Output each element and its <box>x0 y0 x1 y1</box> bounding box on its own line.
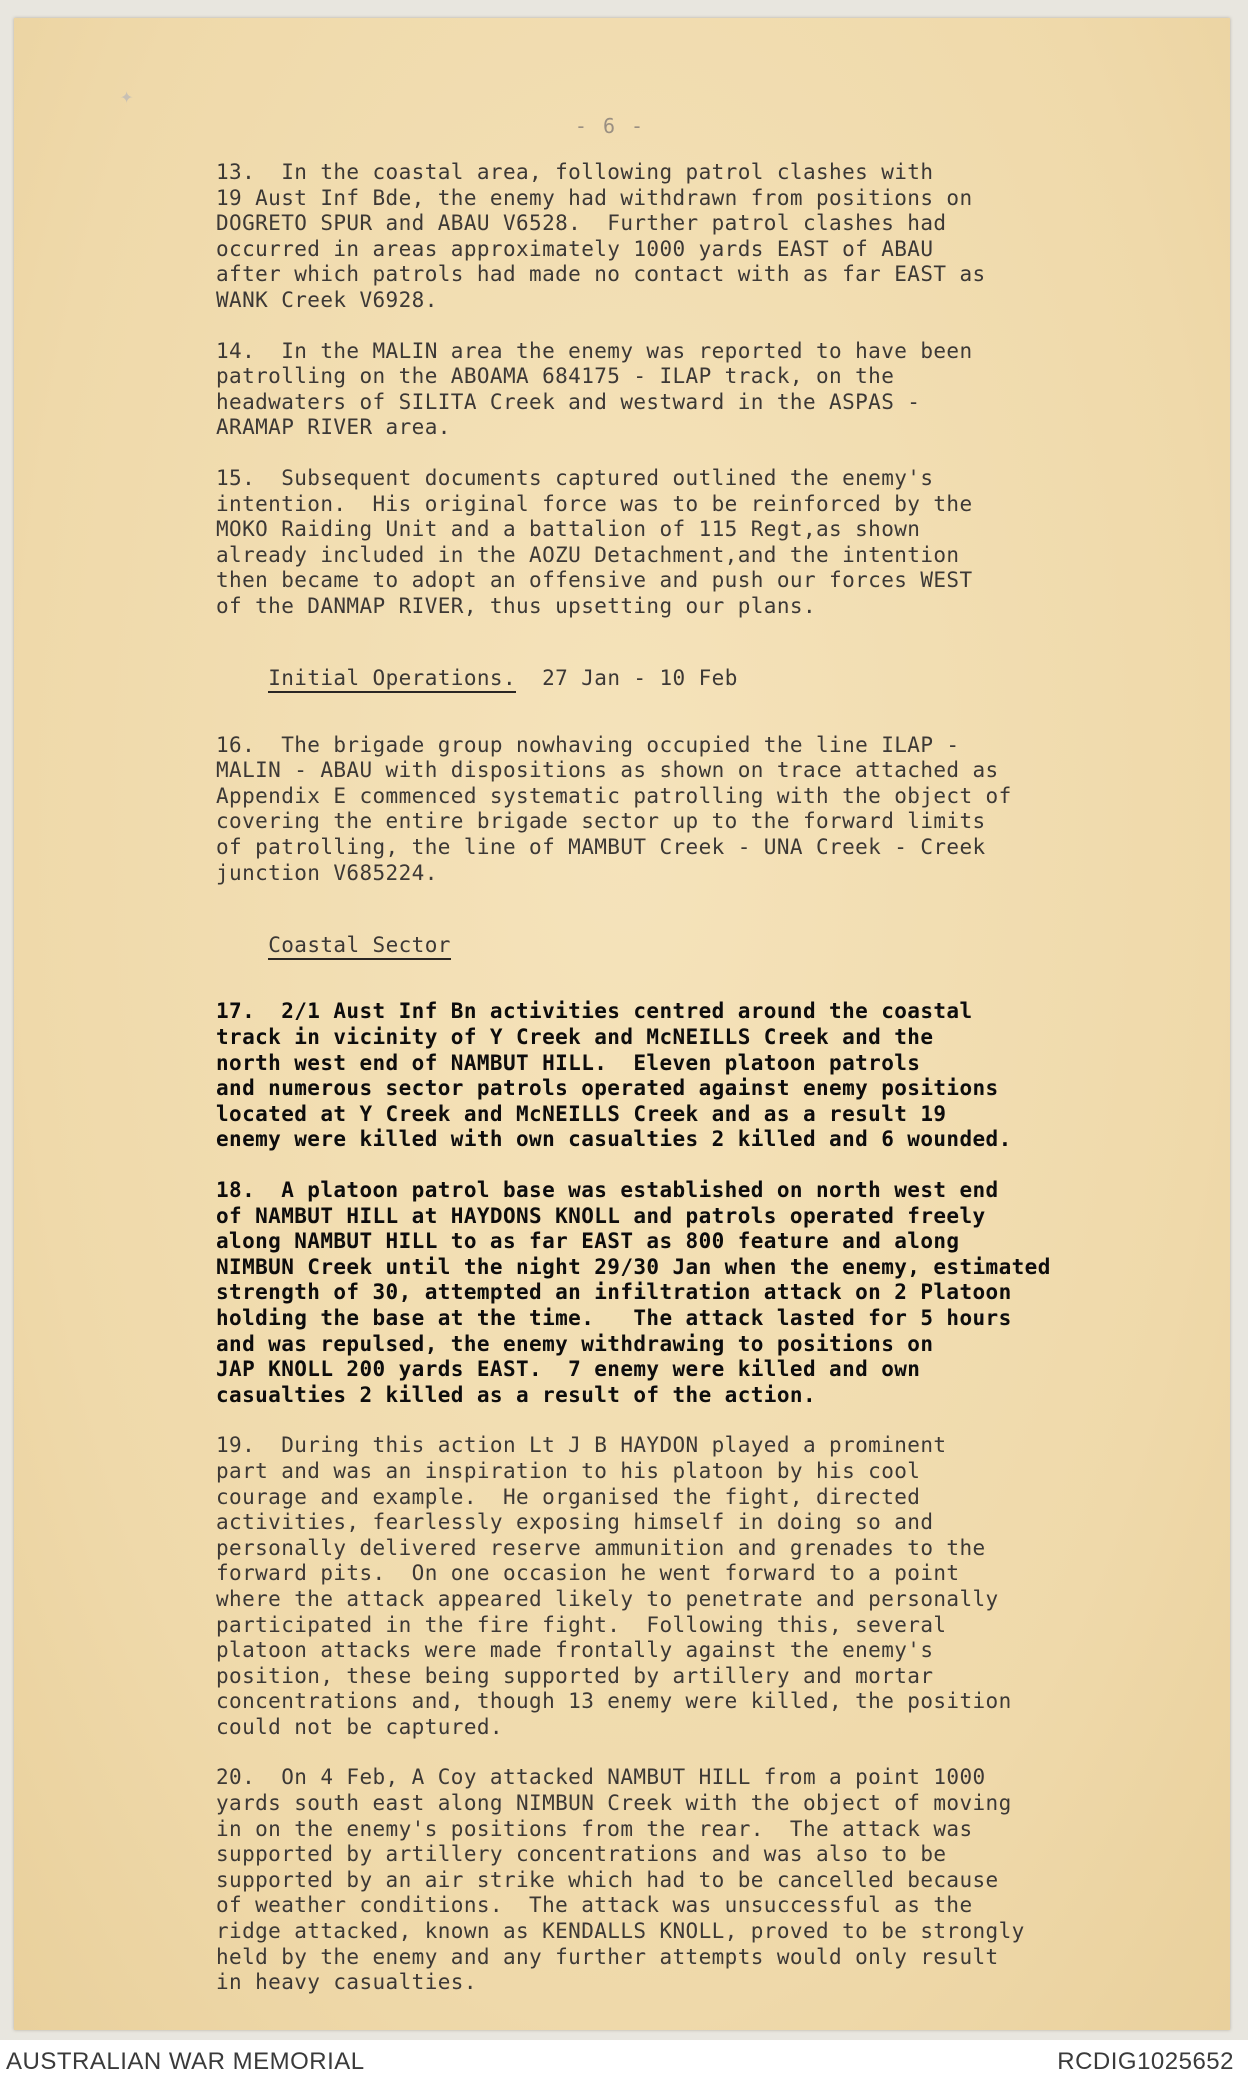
section-heading-coastal-sector <box>216 907 1206 985</box>
paragraph-line: 19 Aust Inf Bde, the enemy had withdrawn from positions on <box>216 185 973 210</box>
paragraph-line: patrolling on the ABOAMA 684175 - ILAP track, on the <box>216 364 895 389</box>
paragraph-line: supported by an air strike which had to be cancelled because <box>216 1867 999 1892</box>
paragraph-line: yards south east along NIMBUN Creek with the object of moving <box>216 1791 1012 1816</box>
paragraph-line: NIMBUN Creek until the night 29/30 Jan when the enemy, estimated <box>216 1254 1051 1279</box>
paragraph-line: headwaters of SILITA Creek and westward in the ASPAS - <box>216 389 921 414</box>
paragraphs-group-a <box>216 160 1206 620</box>
paragraph-line: 14. In the MALIN area the enemy was reported to have been <box>216 338 973 363</box>
paragraph-line: supported by artillery concentrations and was also to be <box>216 1842 947 1867</box>
paragraph-line: along NAMBUT HILL to as far EAST as 800 feature and along <box>216 1229 960 1254</box>
paragraph-line: then became to adopt an offensive and push our forces WEST <box>216 568 973 593</box>
paragraph-line: participated in the fire fight. Following this, several <box>216 1612 947 1637</box>
paragraph-line: junction V685224. <box>216 860 438 885</box>
paragraph-line: activities, fearlessly exposing himself in doing so and <box>216 1510 934 1535</box>
paragraph-line: of NAMBUT HILL at HAYDONS KNOLL and patrols operated freely <box>216 1203 986 1228</box>
paragraph <box>216 466 1206 620</box>
paragraph-line: position, these being supported by artillery and mortar <box>216 1663 934 1688</box>
section-heading-initial-operations <box>216 641 1206 719</box>
paragraph-line: of weather conditions. The attack was unsuccessful as the <box>216 1893 973 1918</box>
paragraph-line: in heavy casualties. <box>216 1970 477 1995</box>
paragraph-line: strength of 30, attempted an infiltration attack on 2 Platoon <box>216 1280 1012 1305</box>
paragraph-line: MOKO Raiding Unit and a battalion of 115 Regt,as shown <box>216 517 921 542</box>
paragraph-16 <box>216 733 1206 887</box>
paragraph-line: of patrolling, the line of MAMBUT Creek - UNA Creek - Creek <box>216 835 986 860</box>
paragraph-line: Appendix E commenced systematic patrolling with the object of <box>216 783 1012 808</box>
paragraph-line: and was repulsed, the enemy withdrawing to positions on <box>216 1331 934 1356</box>
paragraph-line: forward pits. On one occasion he went forward to a point <box>216 1561 960 1586</box>
paragraph <box>216 999 1206 1153</box>
footer-source: AUSTRALIAN WAR MEMORIAL <box>6 2048 365 2075</box>
paragraph <box>216 160 1206 314</box>
paragraph-line: personally delivered reserve ammunition and grenades to the <box>216 1535 986 1560</box>
paragraph-line: intention. His original force was to be reinforced by the <box>216 491 973 516</box>
pin-hole-mark: ✦ <box>120 84 134 109</box>
document-body <box>216 160 1206 2021</box>
paragraph-line: of the DANMAP RIVER, thus upsetting our plans. <box>216 593 816 618</box>
paragraph <box>216 339 1206 441</box>
paragraph-line: already included in the AOZU Detachment,and the intention <box>216 542 960 567</box>
heading-coastal-sector: Coastal Sector <box>268 933 451 960</box>
paragraph-line: occurred in areas approximately 1000 yards EAST of ABAU <box>216 236 934 261</box>
paragraph-line: ridge attacked, known as KENDALLS KNOLL, proved to be strongly <box>216 1919 1025 1944</box>
paragraph-line: JAP KNOLL 200 yards EAST. 7 enemy were killed and own <box>216 1357 921 1382</box>
heading-initial-operations: Initial Operations. <box>268 666 516 693</box>
paragraph-line: part and was an inspiration to his platoon by his cool <box>216 1458 921 1483</box>
page-number: - 6 - <box>574 114 646 138</box>
paragraph-line: covering the entire brigade sector up to the forward limits <box>216 809 986 834</box>
paragraph-line: located at Y Creek and McNEILLS Creek and as a result 19 <box>216 1101 947 1126</box>
paragraph-line: courage and example. He organised the fight, directed <box>216 1484 921 1509</box>
paragraph-line: concentrations and, though 13 enemy were killed, the position <box>216 1689 1012 1714</box>
paragraph-line: 16. The brigade group nowhaving occupied the line ILAP - <box>216 732 960 757</box>
paragraphs-group-b <box>216 999 1206 1995</box>
paragraph-line: 20. On 4 Feb, A Coy attacked NAMBUT HILL from a point 1000 <box>216 1765 986 1790</box>
paragraph-line: after which patrols had made no contact with as far EAST as <box>216 262 986 287</box>
archive-footer <box>0 2040 1248 2082</box>
paragraph-line: enemy were killed with own casualties 2 killed and 6 wounded. <box>216 1127 1012 1152</box>
paragraph <box>216 1765 1206 1995</box>
paragraph-line: where the attack appeared likely to penetrate and personally <box>216 1586 999 1611</box>
paragraph-line: and numerous sector patrols operated against enemy positions <box>216 1076 999 1101</box>
paragraph-line: platoon attacks were made frontally against the enemy's <box>216 1638 934 1663</box>
paragraph-line: ARAMAP RIVER area. <box>216 415 451 440</box>
paragraph <box>216 1433 1206 1740</box>
paragraph-line: north west end of NAMBUT HILL. Eleven platoon patrols <box>216 1050 921 1075</box>
paragraph-line: 15. Subsequent documents captured outlined the enemy's <box>216 465 934 490</box>
paragraph-line: MALIN - ABAU with dispositions as shown on trace attached as <box>216 758 999 783</box>
paragraph-line: track in vicinity of Y Creek and McNEILLS Creek and the <box>216 1025 934 1050</box>
paragraph-line: 17. 2/1 Aust Inf Bn activities centred around the coastal <box>216 999 973 1024</box>
paragraph-line: could not be captured. <box>216 1714 503 1739</box>
paragraph-line: 13. In the coastal area, following patrol clashes with <box>216 160 934 184</box>
paragraph-line: 19. During this action Lt J B HAYDON played a prominent <box>216 1433 947 1458</box>
paragraph-line: casualties 2 killed as a result of the action. <box>216 1382 816 1407</box>
paragraph-line: in on the enemy's positions from the rear. The attack was <box>216 1816 973 1841</box>
paragraph-line: DOGRETO SPUR and ABAU V6528. Further patrol clashes had <box>216 211 947 236</box>
footer-identifier: RCDIG1025652 <box>1057 2048 1234 2075</box>
paragraph-line: 18. A platoon patrol base was established on north west end <box>216 1178 999 1202</box>
paragraph-line: WANK Creek V6928. <box>216 287 438 312</box>
paragraph-line: held by the enemy and any further attempts would only result <box>216 1944 999 1969</box>
heading-initial-dates: 27 Jan - 10 Feb <box>516 666 738 691</box>
paragraph <box>216 1178 1206 1408</box>
paragraph-line: holding the base at the time. The attack lasted for 5 hours <box>216 1305 1012 1330</box>
